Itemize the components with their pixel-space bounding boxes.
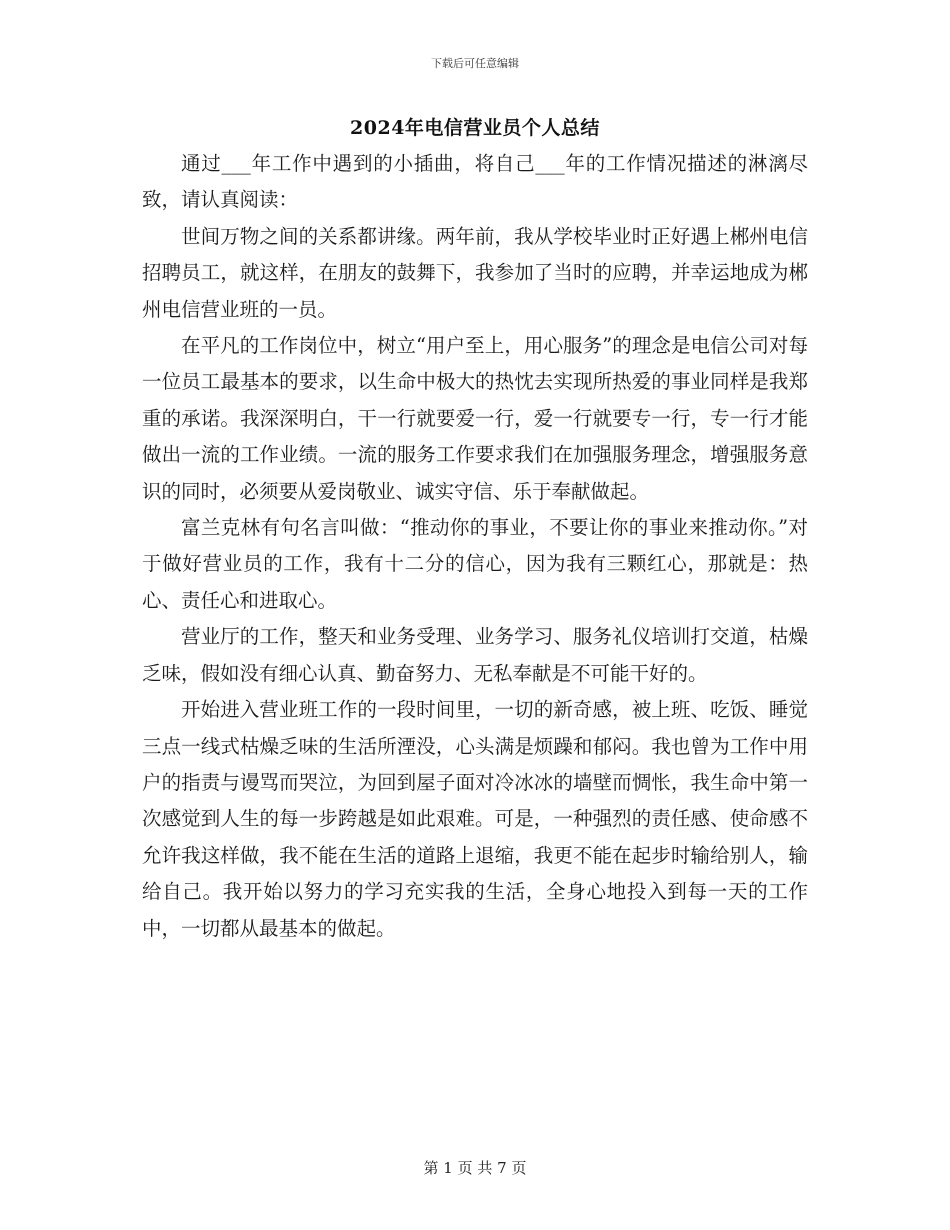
paragraph-hall-work: 营业厅的工作，整天和业务受理、业务学习、服务礼仪培训打交道，枯燥乏味，假如没有细心认真、勤奋努力、无私奉献是不可能干好的。	[142, 625, 808, 685]
page-header-note: 下载后可任意编辑	[431, 57, 519, 70]
document-body	[142, 146, 808, 947]
page-number-indicator: 第 1 页 共 7 页	[423, 1159, 527, 1177]
paragraph-intro: 通过___年工作中遇到的小插曲，将自己___年的工作情况描述的淋漓尽致，请认真阅读：	[142, 152, 808, 212]
paragraph-service-philosophy: 在平凡的工作岗位中，树立“用户至上，用心服务”的理念是电信公司对每一位员工最基本的要求，以生命中极大的热忱去实现所热爱的事业同样是我郑重的承诺。我深深明白，干一行就要爱一行，爱一行就要专一行，专一行才能做出一流的工作业绩。一流的服务工作要求我们在加强服务理念，增强服务意识的同时，必须要从爱岗敬业、诚实守信、乐于奉献做起。	[142, 334, 808, 503]
paragraph-early-days: 开始进入营业班工作的一段时间里，一切的新奇感，被上班、吃饭、睡觉三点一线式枯燥乏味的生活所湮没，心头满是烦躁和郁闷。我也曾为工作中用户的指责与谩骂而哭泣，为回到屋子面对冷冰冰的墙壁而惆怅，我生命中第一次感觉到人生的每一步跨越是如此艰难。可是，一种强烈的责任感、使命感不允许我这样做，我不能在生活的道路上退缩，我更不能在起步时输给别人，输给自己。我开始以努力的学习充实我的生活，全身心地投入到每一天的工作中，一切都从最基本的做起。	[142, 698, 808, 940]
paragraph-franklin-quote: 富兰克林有句名言叫做：“推动你的事业，不要让你的事业来推动你。”对于做好营业员的工作，我有十二分的信心，因为我有三颗红心，那就是：热心、责任心和进取心。	[142, 516, 808, 612]
document-title: 2024年电信营业员个人总结	[350, 117, 600, 139]
paragraph-fate: 世间万物之间的关系都讲缘。两年前，我从学校毕业时正好遇上郴州电信招聘员工，就这样，在朋友的鼓舞下，我参加了当时的应聘，并幸运地成为郴州电信营业班的一员。	[142, 224, 808, 321]
